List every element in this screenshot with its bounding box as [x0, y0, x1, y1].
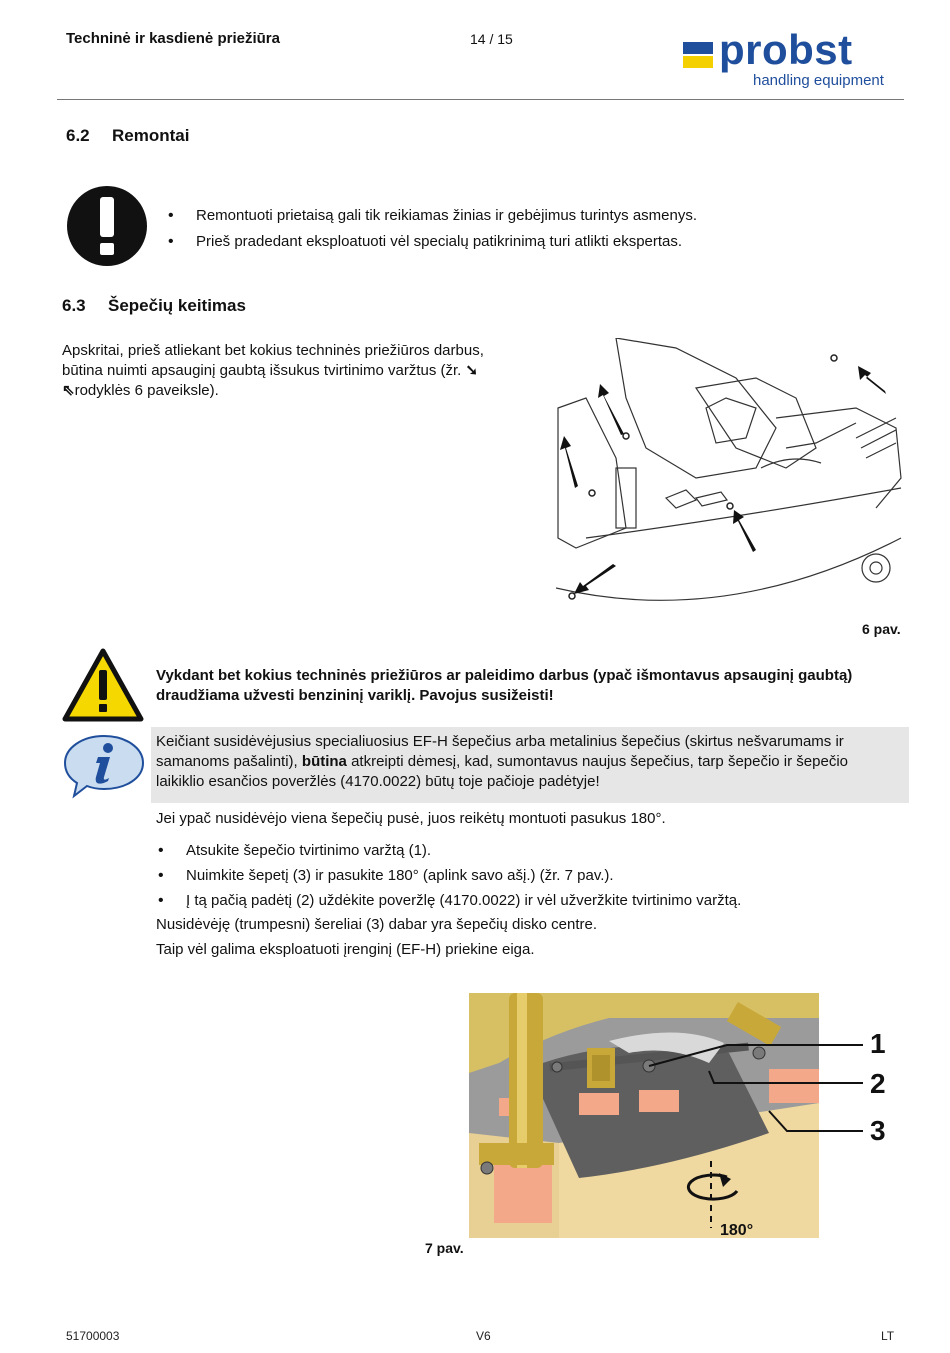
logo-mark — [683, 42, 713, 54]
rotation-label: 180° — [720, 1222, 754, 1239]
section-6-3-title: Šepečių keitimas — [108, 296, 246, 315]
figure-6-caption: 6 pav. — [862, 621, 901, 637]
info-line: laikiklio esančios poveržlės (4170.0022) būtų toje pačioje padėtyje! — [156, 773, 600, 790]
arrow-down-right-icon: ➘ — [465, 362, 479, 379]
figure-7-label-1: 1 — [870, 1028, 886, 1059]
info-line: Keičiant susidėvėjusius specialiuosius EF-H šepečius arba metalinius šepečius (skirtus nešvarumams ir — [156, 733, 844, 750]
logo-mark-yellow — [683, 56, 713, 68]
info-line: samanoms pašalinti), būtina atkreipti dėmesį, kad, sumontavus naujus šepečius, tarp šepečio ir šepečio — [156, 753, 849, 770]
warning-triangle-icon — [62, 648, 144, 722]
info-text — [156, 732, 906, 792]
steps-list — [156, 838, 906, 913]
intro-paragraph — [62, 341, 532, 401]
exclamation-icon — [66, 185, 148, 267]
intro-line: Apskritai, prieš atliekant bet kokius techninės priežiūros darbus, — [62, 342, 484, 359]
warning-line: Vykdant bet kokius techninės priežiūros ar paleidimo darbus (ypač išmontavus apsauginį gaubtą) — [156, 667, 853, 684]
section-6-3-number: 6.3 — [62, 296, 86, 315]
list-item: • Į tą pačią padėtį (2) uždėkite poveržlę (4170.0022) ir vėl užveržkite tvirtinimo varžtą. — [156, 888, 906, 913]
figure-7-image — [469, 993, 896, 1245]
paragraph: Taip vėl galima eksploatuoti įrenginį (EF-H) priekine eiga. — [156, 941, 535, 958]
list-item: • Prieš pradedant eksploatuoti vėl specialų patikrinimą turi atlikti ekspertas. — [166, 229, 886, 255]
list-item: • Remontuoti prietaisą gali tik reikiamas žinias ir gebėjimus turintys asmenys. — [166, 203, 886, 229]
warning-text — [156, 666, 906, 706]
figure-7-caption: 7 pav. — [425, 1240, 464, 1256]
info-emphasis: būtina — [301, 753, 347, 770]
intro-line: ⇖rodyklės 6 paveiksle). — [62, 382, 219, 399]
warning-line: draudžiama užvesti benzininį variklį. Pavojus susižeisti! — [156, 687, 554, 704]
arrow-up-left-icon: ⇖ — [62, 382, 75, 399]
header-title: Techninė ir kasdienė priežiūra — [66, 30, 280, 47]
logo-name: probst — [719, 26, 853, 73]
section-6-2-number: 6.2 — [66, 126, 90, 145]
figure-7-label-3: 3 — [870, 1115, 886, 1146]
logo-tagline: handling equipment — [753, 72, 884, 89]
section-6-2-title: Remontai — [112, 126, 190, 145]
list-item: • Nuimkite šepetį (3) ir pasukite 180° (aplink savo ašį.) (žr. 7 pav.). — [156, 863, 906, 888]
figure-7-label-2: 2 — [870, 1068, 886, 1099]
info-bubble-icon — [62, 733, 146, 799]
paragraph: Nusidėvėję (trumpesni) šereliai (3) dabar yra šepečių disko centre. — [156, 916, 598, 933]
section-6-2-bullets — [166, 203, 886, 255]
header-divider — [57, 99, 904, 100]
footer-language: LT — [881, 1329, 895, 1343]
list-item: • Atsukite šepečio tvirtinimo varžtą (1). — [156, 838, 906, 863]
page-number: 14 / 15 — [470, 31, 513, 47]
paragraph: Jei ypač nusidėvėjo viena šepečių pusė, juos reikėtų montuoti pasukus 180°. — [156, 810, 666, 827]
footer-version: V6 — [476, 1329, 491, 1343]
intro-line: būtina nuimti apsauginį gaubtą išsukus tvirtinimo varžtus (žr. ➘ — [62, 362, 479, 379]
probst-logo — [683, 26, 898, 94]
footer-doc-number: 51700003 — [66, 1329, 120, 1343]
figure-6-image — [556, 338, 905, 614]
